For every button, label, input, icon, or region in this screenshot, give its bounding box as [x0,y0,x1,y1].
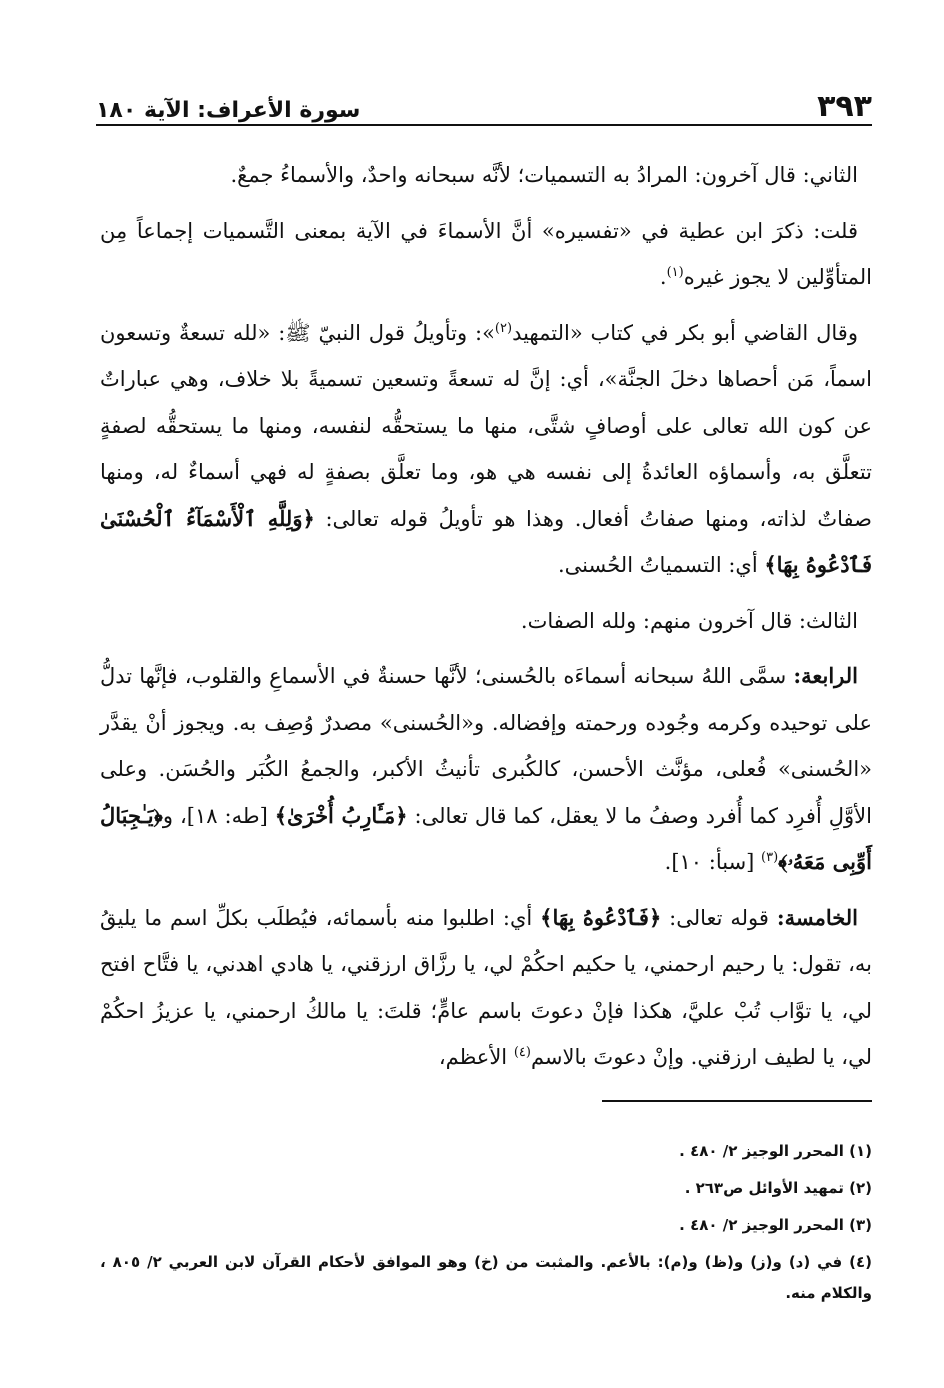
paragraph-text: [سبأ: ١٠]. [664,850,762,874]
paragraph-text: . [659,265,667,289]
paragraph-second-opinion [100,152,872,199]
paragraph-text: وقال القاضي أبو بكر في كتاب «التمهيد [512,320,858,345]
paragraph-qadi-abu-bakr [100,310,872,589]
page-header [96,82,872,122]
paragraph-text: »: وتأويلُ قول النبيّ ﷺ: «لله تسعةٌ وتسعون اسماً، مَن أحصاها دخلَ الجنَّة»، أي: إنَّ له تسعةً وتسعين تسميةً بلا خلاف، وهي عباراتٌ عن كون الله تعالى على أوصافٍ شتَّى، منها ما يستحقُّه لنفسه، ومنها ما يستحقُّه لصفةٍ تتعلَّق به، وأسماؤه العائدةُ إلى نفسه هي هو، وما تعلَّق بصفةٍ له فهي أسماءٌ له، ومنها صفاتٌ لذاته، ومنها صفاتُ أفعال. وهذا هو تأويلُ قوله تعالى: [100,320,872,531]
footnote: (٢) تمهيد الأوائل ص٢٦٣ . [684,1179,872,1197]
paragraph-text: قلت: ذكرَ ابن عطية في «تفسيره» أنَّ الأسماءَ في الآية بمعنى التَّسميات إجماعاً مِن المتأوِّلين لا يجوز غيره [100,218,872,289]
quran-verse: ﴿يَـٰجِبَالُ أَوِّبِى مَعَهُۥ﴾ [100,802,872,874]
paragraph-fourth-point [100,653,872,886]
footnote: (٣) المحرر الوجيز ٢/ ٤٨٠ . [679,1216,872,1234]
paragraph-text: أي: التسمياتُ الحُسنى. [558,553,765,577]
paragraph-text: قوله تعالى: [661,905,777,930]
section-lead: الخامسة: [776,904,859,930]
footnotes [100,1136,872,1315]
footnote: (١) المحرر الوجيز ٢/ ٤٨٠ . [679,1142,872,1160]
paragraph-text: الثاني: قال آخرون: المرادُ به التسميات؛ لأنَّه سبحانه واحدٌ، والأسماءُ جمعٌ. [230,163,858,187]
running-title: سورة الأعراف: الآية ١٨٠ [96,98,361,123]
quran-verse: ﴿فَٱدْعُوهُ بِهَا﴾ [540,904,662,930]
section-lead: الرابعة: [793,663,858,688]
paragraph-fifth-point [100,895,872,1081]
paragraph-text: [طه: ١٨]، و [162,803,275,828]
quran-verse: ﴿وَلِلَّهِ ٱلْأَسْمَآءُ ٱلْحُسْنَىٰ فَٱدْعُوهُ بِهَا﴾ [100,505,872,577]
main-text [100,152,872,1090]
footnote-ref: (٣) [761,850,779,865]
page-number: ٣٩٣ [817,89,872,124]
paragraph-text: سمَّى اللهُ سبحانه أسماءَه بالحُسنى؛ لأنَّها حسنةٌ في الأسماعِ والقلوب، فإنَّها تدلُّ على توحيده وكرمه وجُوده ورحمته وإفضاله. و«الحُسنى» مصدرٌ وُصِف به. ويجوز أنْ يقدَّر «الحُسنى» فُعلى، مؤنَّث الأحسن، كالكُبرى تأنيثُ الأكبر، والجمعُ الكُبَر والحُسَن. وعلى الأوَّلِ أُفرِد كما أُفرد وصفُ ما لا يعقل، كما قال تعالى: [100,664,872,828]
paragraph-third-opinion [100,598,872,645]
footnote-ref: (٤) [513,1045,531,1060]
footnote-ref: (٢) [494,320,513,336]
footnote-rule [602,1100,872,1102]
quran-verse: ﴿مَـَٔارِبُ أُخْرَىٰ﴾ [274,802,408,828]
paragraph-text: أي: اطلبوا منه بأسمائه، فيُطلَب بكلِّ اسم ما يليقُ به، تقول: يا رحيم ارحمني، يا حكيم احكُمْ لي، يا رزَّاق ارزقني، يا هادي اهدني، يا فتَّاح افتح لي، يا توَّاب تُبْ عليَّ، هكذا فإنْ دعوتَ باسم عامٍّ؛ قلتَ: يا مالكُ ارحمني، يا عزيزُ احكُمْ لي، يا لطيف ارزقني. وإنْ دعوتَ بالاسم [100,905,872,1069]
paragraph-text: الثالث: قال آخرون منهم: ولله الصفات. [520,608,858,633]
paragraph-ibn-atiyya [100,208,872,301]
footnote: (٤) في (د) و(ز) و(ظ) و(م): بالأعم. والمثبت من (خ) وهو الموافق لأحكام القرآن لابن العربي ٢/ ٨٠٥ ، والكلام منه. [100,1253,872,1302]
paragraph-text: الأعظم، [438,1045,514,1069]
header-rule [96,124,872,126]
footnote-ref: (١) [666,265,684,280]
